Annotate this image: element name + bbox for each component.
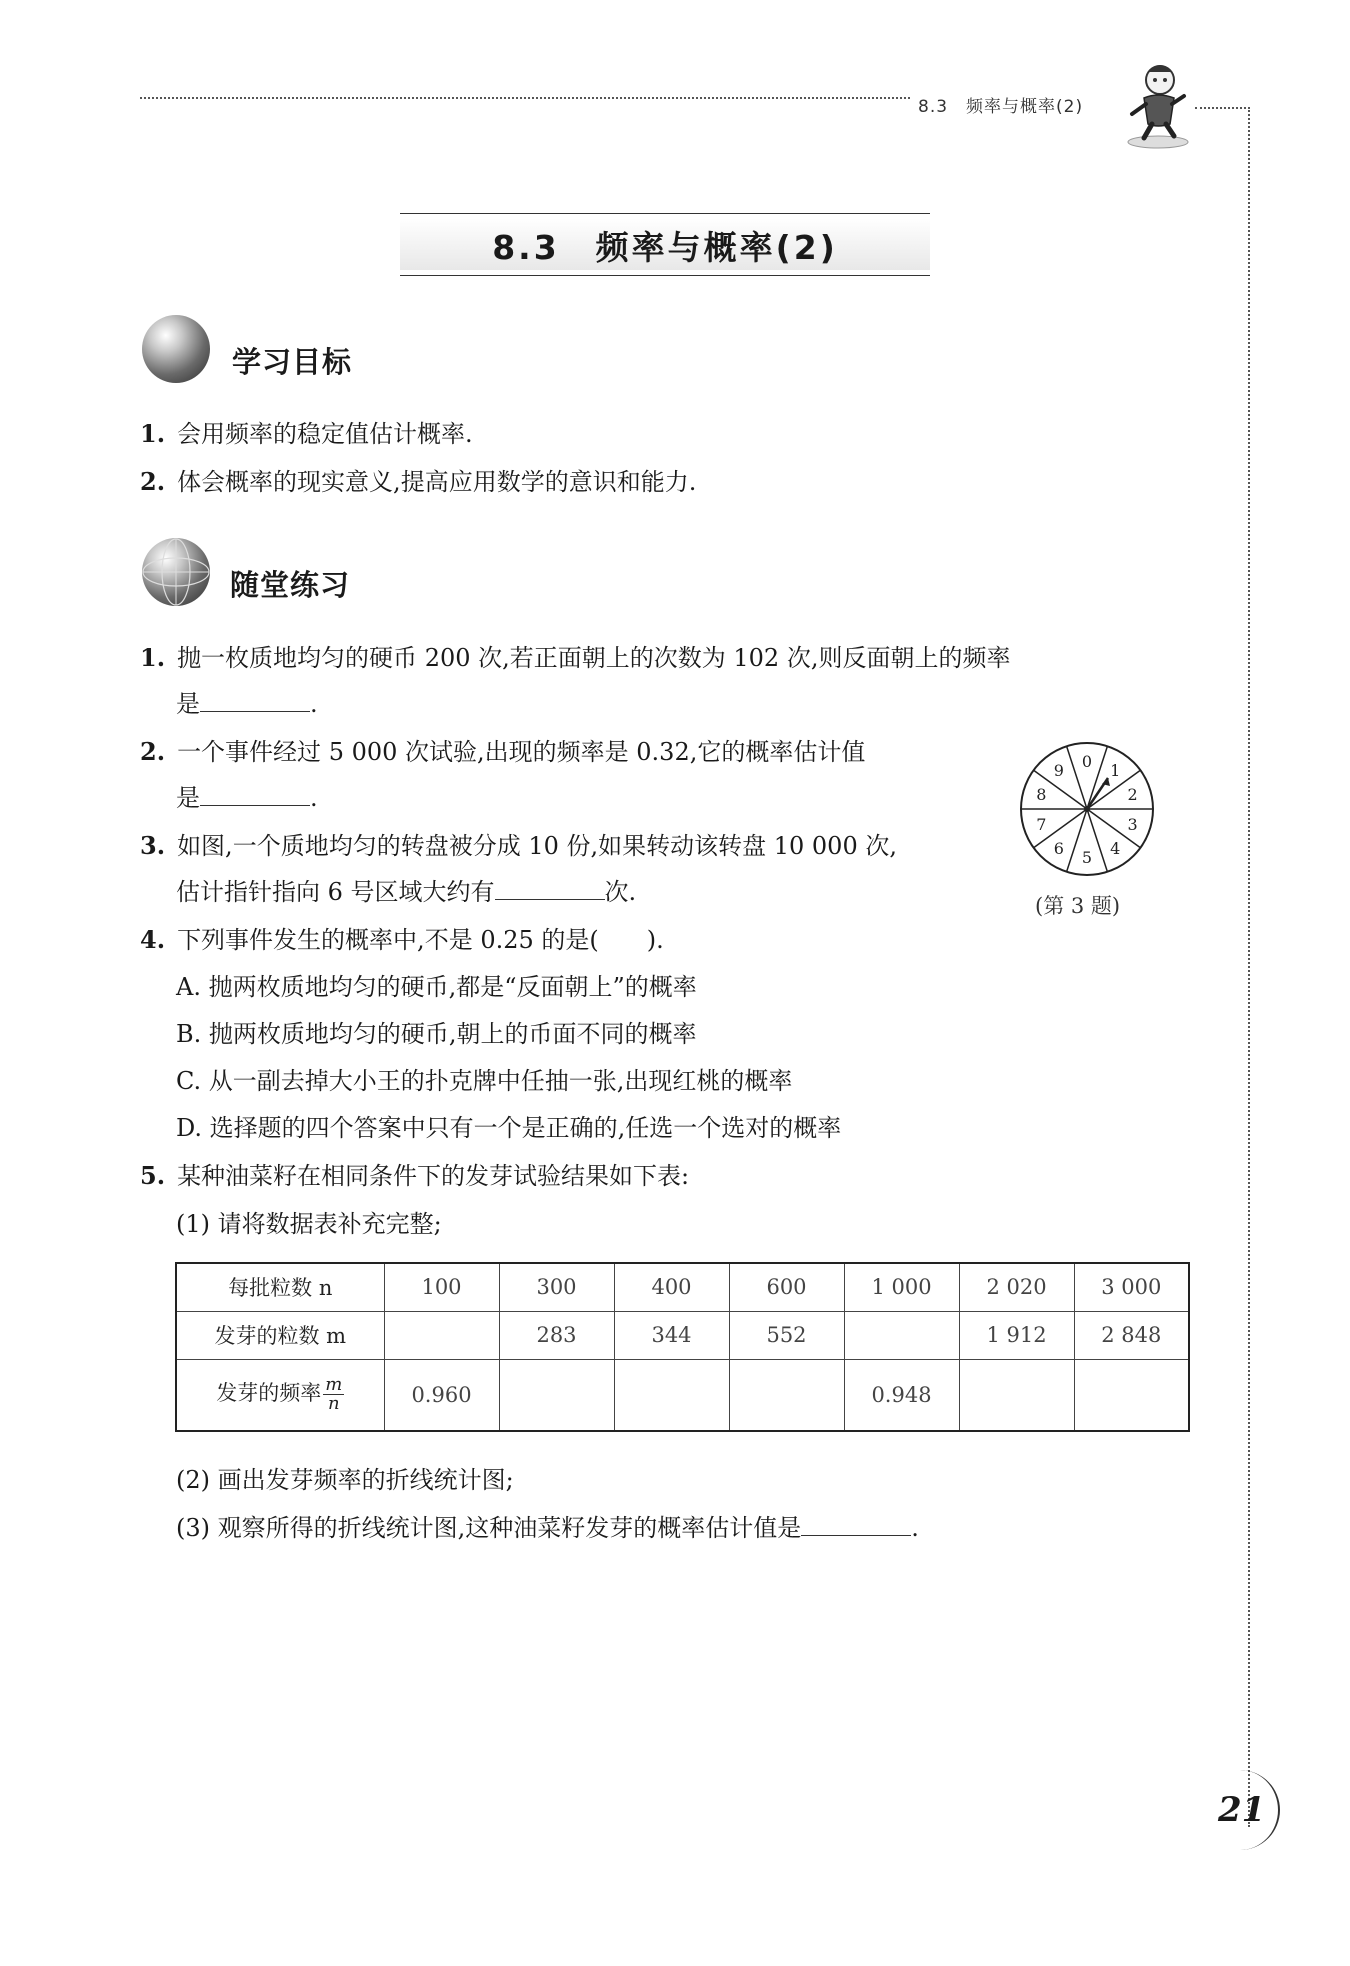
table-cell: 300	[499, 1263, 614, 1311]
page-title: 8.3 频率与概率(2)	[492, 228, 838, 267]
page-border	[1248, 107, 1250, 1827]
sector-label: 0	[1081, 752, 1093, 771]
question-4: 4. 下列事件发生的概率中,不是 0.25 的是( ).	[140, 925, 664, 954]
question-5-sub3: (3) 观察所得的折线统计图,这种油菜籽发芽的概率估计值是 .	[176, 1514, 919, 1542]
goal-item: 1. 会用频率的稳定值估计概率.	[140, 419, 473, 448]
data-table	[175, 1262, 1190, 1432]
table-cell[interactable]	[1074, 1359, 1189, 1431]
mascot-icon	[1122, 58, 1194, 150]
table-row	[176, 1263, 1189, 1311]
table-cell[interactable]	[959, 1359, 1074, 1431]
table-cell[interactable]	[614, 1359, 729, 1431]
sector-label: 2	[1127, 785, 1138, 805]
question-2: 2. 一个事件经过 5 000 次试验,出现的频率是 0.32,它的概率估计值	[140, 737, 866, 766]
table-cell: 100	[384, 1263, 499, 1311]
table-cell[interactable]	[729, 1359, 844, 1431]
question-5: 5. 某种油菜籽在相同条件下的发芽试验结果如下表:	[140, 1161, 690, 1190]
table-cell: 400	[614, 1263, 729, 1311]
question-1: 1. 抛一枚质地均匀的硬币 200 次,若正面朝上的次数为 102 次,则反面朝上的频率	[140, 643, 1011, 672]
table-row	[176, 1311, 1189, 1359]
row-header: 发芽的频率 $\frac{m}{n}$	[176, 1359, 384, 1431]
table-cell: 1 912	[959, 1311, 1074, 1359]
table-cell[interactable]	[844, 1311, 959, 1359]
question-5-sub2: (2) 画出发芽频率的折线统计图;	[176, 1466, 514, 1494]
table-cell: 2 848	[1074, 1311, 1189, 1359]
answer-blank[interactable]	[495, 878, 605, 900]
table-cell: 1 000	[844, 1263, 959, 1311]
table-cell: 600	[729, 1263, 844, 1311]
title-rule-bottom	[400, 275, 930, 276]
sector-label: 7	[1036, 814, 1047, 834]
globe-grid-icon	[142, 538, 210, 606]
option-d[interactable]: D. 选择题的四个答案中只有一个是正确的,任选一个选对的概率	[176, 1114, 842, 1142]
table-cell: 3 000	[1074, 1263, 1189, 1311]
sector-label: 1	[1110, 761, 1121, 781]
table-cell: 283	[499, 1311, 614, 1359]
row-header: 发芽的粒数 m	[176, 1311, 384, 1359]
table-cell: 2 020	[959, 1263, 1074, 1311]
sector-label: 5	[1081, 848, 1093, 867]
question-3: 3. 如图,一个质地均匀的转盘被分成 10 份,如果转动该转盘 10 000 次,	[140, 831, 897, 860]
header-section-ref: 8.3 频率与概率(2)	[918, 97, 1084, 117]
question-2-line2: 是 .	[176, 784, 318, 812]
table-cell: 0.948	[844, 1359, 959, 1431]
table-cell[interactable]	[384, 1311, 499, 1359]
header-rule	[140, 97, 910, 99]
title-rule-top	[400, 213, 930, 214]
table-row	[176, 1359, 1189, 1431]
section-heading-practice: 随堂练习	[230, 568, 351, 602]
figure-caption: (第 3 题)	[1035, 894, 1121, 918]
table-cell: 0.960	[384, 1359, 499, 1431]
question-3-line2: 估计指针指向 6 号区域大约有 次.	[176, 878, 637, 906]
sector-label: 4	[1110, 838, 1121, 858]
question-1-line2: 是 .	[176, 690, 318, 718]
goal-item: 2. 体会概率的现实意义,提高应用数学的意识和能力.	[140, 467, 697, 496]
table-cell: 552	[729, 1311, 844, 1359]
option-b[interactable]: B. 抛两枚质地均匀的硬币,朝上的币面不同的概率	[176, 1020, 697, 1048]
option-c[interactable]: C. 从一副去掉大小王的扑克牌中任抽一张,出现红桃的概率	[176, 1067, 793, 1095]
option-a[interactable]: A. 抛两枚质地均匀的硬币,都是“反面朝上”的概率	[176, 973, 697, 1001]
sector-label: 8	[1036, 785, 1047, 805]
spinner-wheel	[1018, 740, 1156, 878]
section-heading-goals: 学习目标	[232, 345, 353, 379]
sector-label: 6	[1053, 838, 1064, 858]
fraction: $\frac{m}{n}$	[325, 1374, 343, 1415]
answer-blank[interactable]	[200, 690, 310, 712]
page-number: 21	[1218, 1790, 1266, 1830]
question-5-sub1: (1) 请将数据表补充完整;	[176, 1210, 442, 1238]
sector-label: 3	[1127, 814, 1138, 834]
header-rule-right	[1195, 107, 1250, 109]
table-cell[interactable]	[499, 1359, 614, 1431]
sphere-icon	[142, 315, 210, 383]
row-header: 每批粒数 n	[176, 1263, 384, 1311]
answer-blank[interactable]	[801, 1514, 911, 1536]
table-cell: 344	[614, 1311, 729, 1359]
answer-blank[interactable]	[200, 784, 310, 806]
sector-label: 9	[1053, 761, 1064, 781]
